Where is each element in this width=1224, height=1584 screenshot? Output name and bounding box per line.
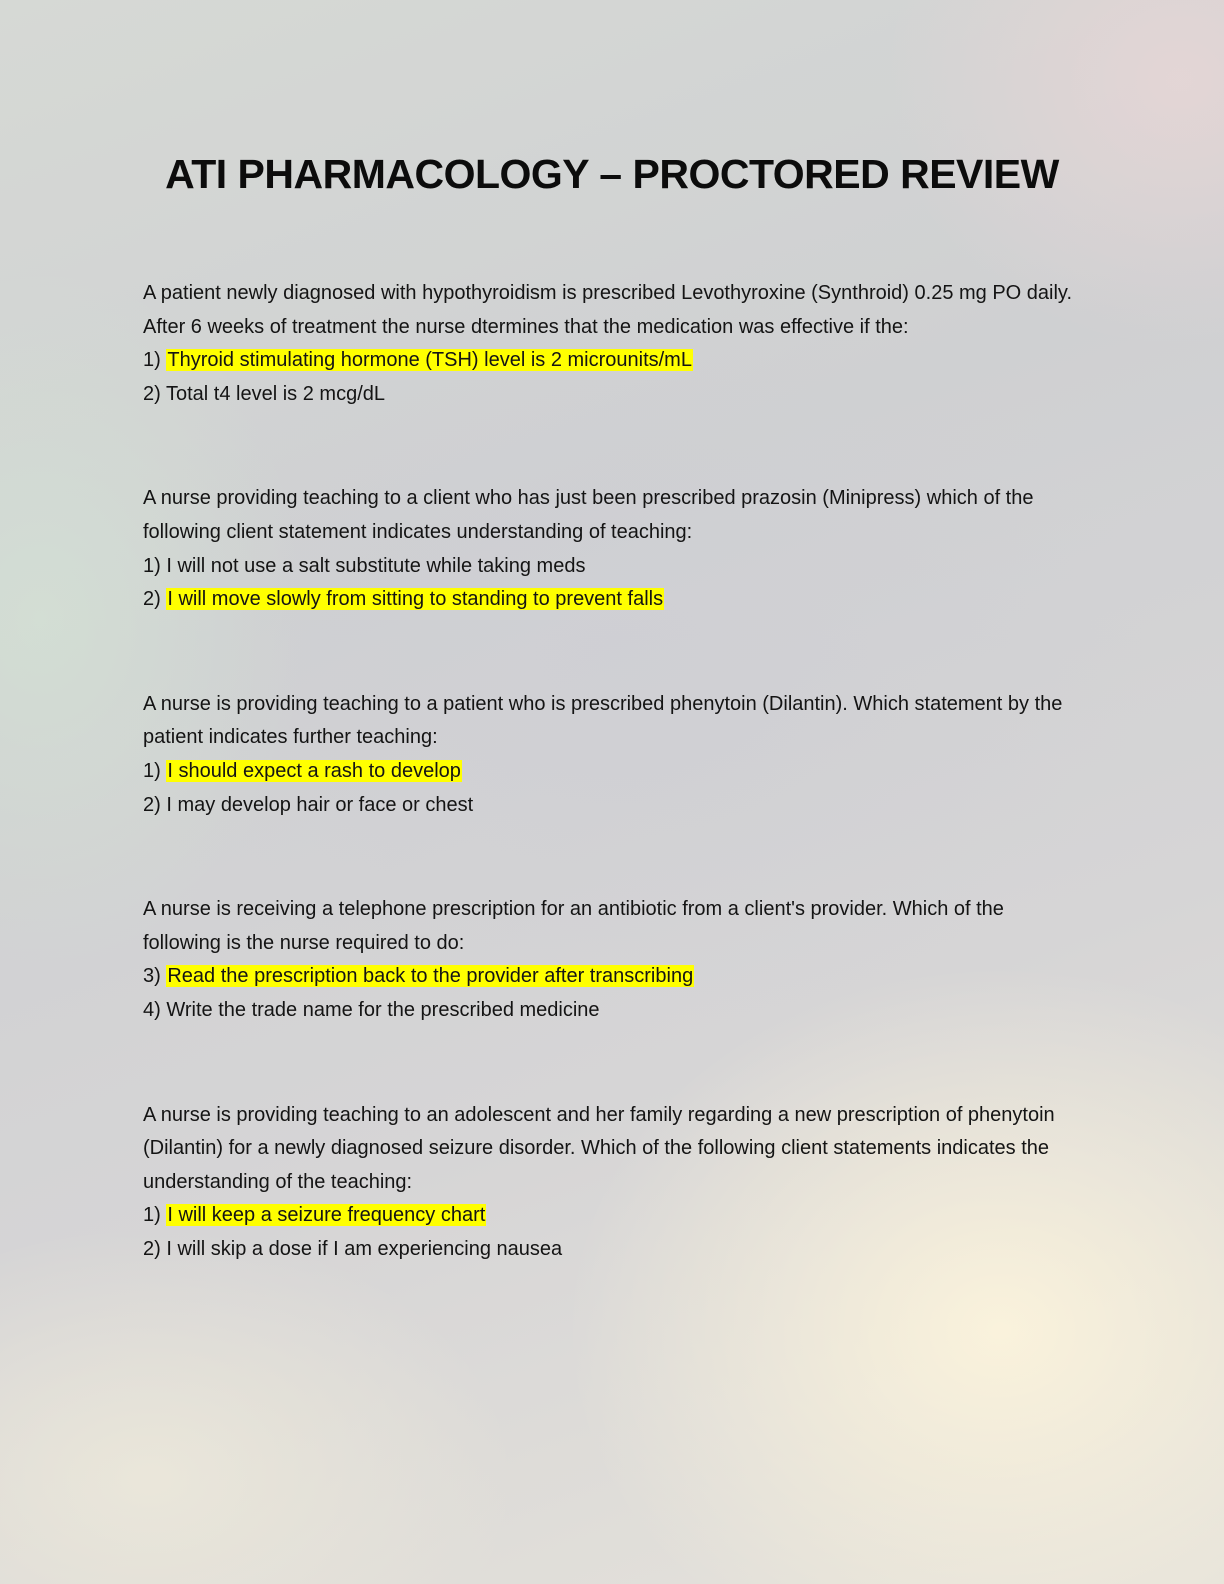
option-text: Write the trade name for the prescribed medicine [166, 998, 600, 1021]
option-number: 2) [143, 588, 161, 611]
option-number: 1) [143, 759, 161, 782]
question-stem: A nurse is receiving a telephone prescription for an antibiotic from a client's provider. Which of the following is the nurse required to do: [143, 898, 1004, 954]
answer-option [143, 755, 1078, 789]
option-text: I will not use a salt substitute while taking meds [166, 554, 586, 577]
page-title: ATI PHARMACOLOGY – PROCTORED REVIEW [165, 151, 1059, 197]
answer-option [143, 344, 1078, 378]
question-3 [143, 688, 1078, 822]
question-5 [143, 1099, 1078, 1267]
question-stem: A patient newly diagnosed with hypothyroidism is prescribed Levothyroxine (Synthroid) 0.25 mg PO daily. After 6 weeks of treatment the nurse dtermines that the medication was effective if the: [143, 282, 1072, 338]
answer-option [143, 789, 1078, 823]
option-number: 2) [143, 382, 161, 405]
option-number: 1) [143, 554, 161, 577]
option-text: Total t4 level is 2 mcg/dL [166, 382, 385, 405]
answer-option [143, 1233, 1078, 1267]
option-number: 1) [143, 349, 161, 372]
option-number: 1) [143, 1204, 161, 1227]
option-number: 2) [143, 1237, 161, 1260]
highlighted-answer: I will keep a seizure frequency chart [167, 1204, 486, 1227]
answer-option [143, 960, 1078, 994]
question-list [143, 277, 1078, 1266]
option-text: I will skip a dose if I am experiencing nausea [166, 1237, 563, 1260]
answer-option [143, 378, 1078, 412]
question-stem: A nurse providing teaching to a client who has just been prescribed prazosin (Minipress) which of the following client statement indicates understanding of teaching: [143, 487, 1034, 543]
highlighted-answer: Thyroid stimulating hormone (TSH) level is 2 microunits/mL [167, 349, 692, 372]
option-number: 3) [143, 965, 161, 988]
answer-option [143, 583, 1078, 617]
highlighted-answer: I will move slowly from sitting to standing to prevent falls [167, 588, 664, 611]
question-2 [143, 482, 1078, 616]
answer-option [143, 994, 1078, 1028]
option-number: 4) [143, 998, 161, 1021]
answer-option [143, 550, 1078, 584]
question-stem: A nurse is providing teaching to a patient who is prescribed phenytoin (Dilantin). Which statement by the patient indicates further teaching: [143, 692, 1063, 749]
highlighted-answer: Read the prescription back to the provider after transcribing [167, 965, 694, 988]
option-number: 2) [143, 793, 161, 816]
question-4 [143, 893, 1078, 1027]
option-text: I may develop hair or face or chest [166, 793, 474, 816]
highlighted-answer: I should expect a rash to develop [167, 759, 461, 782]
question-1 [143, 277, 1078, 411]
answer-option [143, 1199, 1078, 1233]
question-stem: A nurse is providing teaching to an adolescent and her family regarding a new prescription of phenytoin (Dilantin) for a newly diagnosed seizure disorder. Which of the following client statements indicates the understanding of the teaching: [143, 1103, 1055, 1193]
